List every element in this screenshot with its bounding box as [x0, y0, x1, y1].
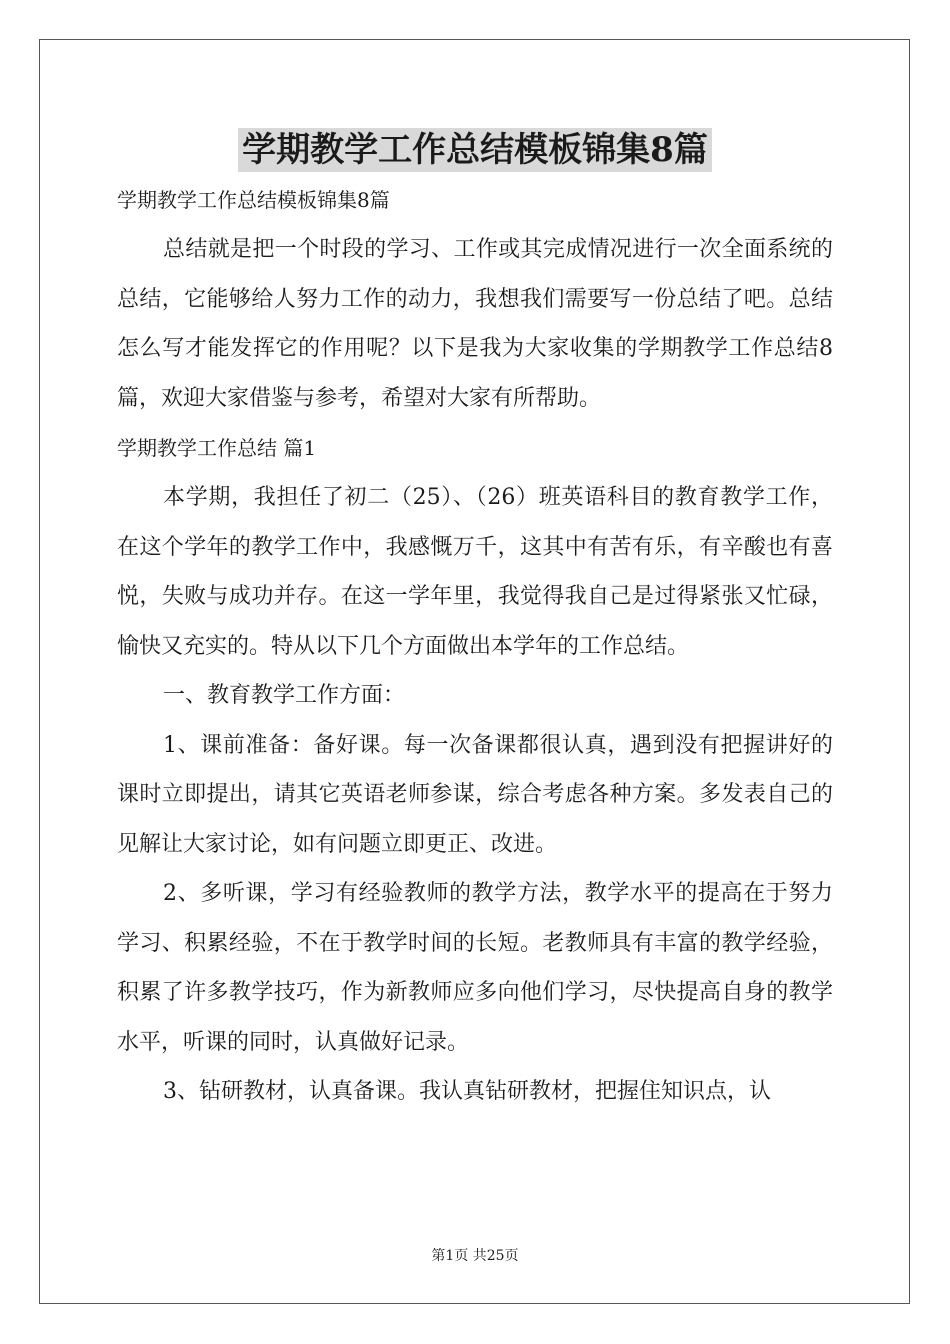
intro-paragraph: 总结就是把一个时段的学习、工作或其完成情况进行一次全面系统的总结，它能够给人努力工作的动力，我想我们需要写一份总结了吧。总结怎么写才能发挥它的作用呢？以下是我为大家收集的学期教学工作总结8篇，欢迎大家借鉴与参考，希望对大家有所帮助。	[117, 237, 833, 411]
body-paragraph: 一、教育教学工作方面：	[163, 683, 406, 708]
body-paragraph: 本学期，我担任了初二（25）、（26）班英语科目的教育教学工作，在这个学年的教学工作中，我感慨万千，这其中有苦有乐，有辛酸也有喜悦，失败与成功并存。在这一学年里，我觉得我自己是过得紧张又忙碌，愉快又充实的。特从以下几个方面做出本学年的工作总结。	[117, 485, 833, 659]
page-footer: 第1页 共25页	[431, 1248, 519, 1264]
body-paragraph: 3、钻研教材，认真备课。我认真钻研教材，把握住知识点，认	[163, 1079, 771, 1104]
document-subtitle: 学期教学工作总结模板锦集8篇	[117, 188, 390, 212]
document-title	[0, 122, 950, 178]
document-title-text: 学期教学工作总结模板锦集8篇	[238, 128, 712, 172]
document-body	[117, 180, 833, 1117]
body-paragraph: 1、课前准备：备好课。每一次备课都很认真，遇到没有把握讲好的课时立即提出，请其它英语老师参谋，综合考虑各种方案。多发表自己的见解让大家讨论，如有问题立即更正、改进。	[117, 732, 833, 857]
section-heading: 学期教学工作总结 篇1	[117, 436, 317, 460]
body-paragraph: 2、多听课，学习有经验教师的教学方法，教学水平的提高在于努力学习、积累经验，不在于教学时间的长短。老教师具有丰富的教学经验，积累了许多教学技巧，作为新教师应多向他们学习，尽快提高自身的教学水平，听课的同时，认真做好记录。	[117, 881, 833, 1055]
